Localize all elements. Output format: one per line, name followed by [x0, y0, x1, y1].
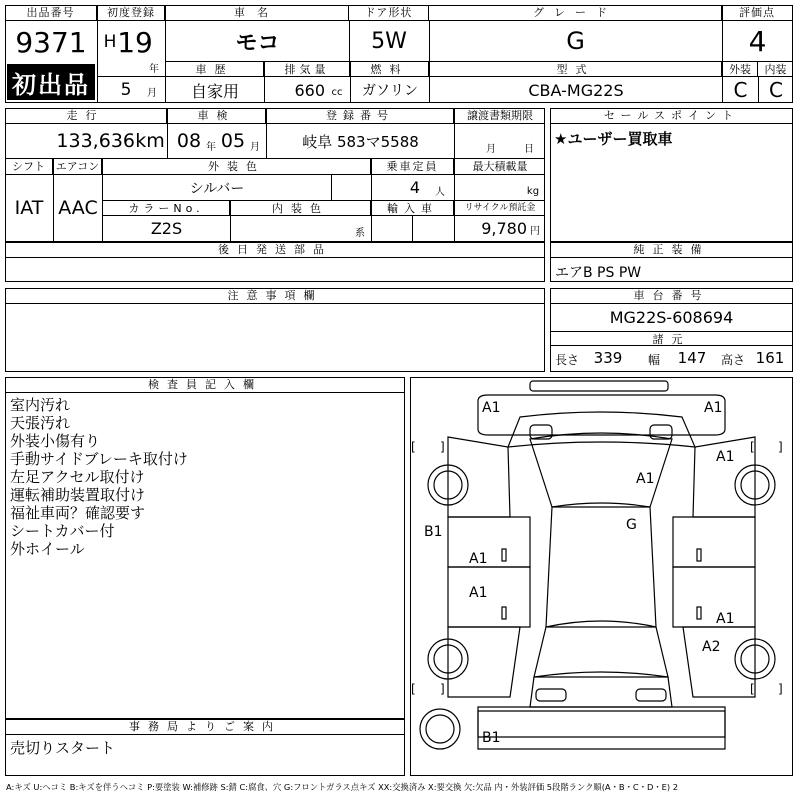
ext-color-subdivider: [331, 175, 332, 200]
grade-header: グレード: [429, 5, 722, 21]
registration-month-unit: 月: [147, 87, 157, 99]
model-header: 型式: [430, 62, 722, 77]
mark-front-right: A1: [704, 400, 723, 416]
inspection-header: 車検: [168, 108, 266, 124]
mark-left-front-door: A1: [469, 551, 488, 567]
first-listing-badge: 初出品: [7, 64, 95, 100]
registration-year-unit: 年: [149, 63, 159, 75]
note-line: シートカバー付: [10, 522, 115, 540]
genuine-header: 純正装備: [550, 242, 793, 258]
chassis-value: MG22S-608694: [609, 307, 734, 327]
ext-color-header: 外装色: [103, 159, 371, 175]
bracket-left-bottom-close: ]: [440, 682, 445, 696]
registration-month: 5: [120, 80, 132, 100]
grade-value: G: [566, 27, 585, 55]
door-value: 5W: [371, 28, 407, 54]
note-line: 外装小傷有り: [10, 432, 101, 450]
plate-value: 岐阜 583マ5588: [302, 132, 419, 151]
bracket-left-bottom: [: [411, 682, 416, 696]
capacity-value: 4: [409, 178, 421, 197]
model-value: CBA-MG22S: [528, 80, 624, 100]
mark-left-front-door-side: B1: [424, 524, 443, 540]
genuine-value: エアB PS PW: [555, 265, 642, 281]
registration-header: 初度登録: [98, 5, 165, 21]
mark-right-front-fender: A1: [716, 449, 735, 465]
lot-number: 9371: [15, 25, 87, 59]
transfer-day-unit: 日: [524, 143, 534, 155]
car-name: モコ: [235, 30, 280, 56]
lot-number-header: 出品番号: [5, 5, 97, 21]
note-line: 室内汚れ: [10, 396, 71, 414]
bracket-right-top: [: [750, 440, 755, 454]
mark-right-rear: A1: [716, 611, 735, 627]
inspection-month: 05: [220, 130, 246, 152]
int-color-header: 内装色: [231, 201, 371, 216]
inspection-year: 08: [176, 130, 202, 152]
capacity-unit: 人: [435, 186, 445, 198]
shift-value: IAT: [14, 197, 44, 219]
note-line: 外ホイール: [10, 540, 85, 558]
aircon-value: AAC: [58, 197, 98, 219]
sales-point-header: セールスポイント: [550, 108, 793, 124]
ext-grade-header: 外装: [723, 62, 758, 77]
color-no-value: Z2S: [150, 219, 183, 238]
legend-text: A:キズ U:ヘコミ B:キズを伴うヘコミ P:要塗装 W:補修跡 S:錆 C:腐食、穴 G:フロントガラス点キズ XX:交換済み X:要交換 欠:欠品 内・外装評価 5段階ランク順(A・B・C・D・E) 2: [6, 782, 679, 792]
import-subdivider: [412, 216, 413, 242]
history-header: 車歴: [166, 62, 264, 77]
import-header: 輸入車: [372, 201, 454, 216]
mark-roof: A1: [636, 471, 655, 487]
registration-era: H: [103, 32, 117, 52]
dims-header: 諸元: [550, 331, 793, 346]
height-label: 高さ: [720, 352, 745, 367]
later-parts-header: 後日発送部品: [5, 242, 545, 258]
chassis-header: 車台番号: [550, 288, 793, 304]
recycle-header: リサイクル預託金: [455, 201, 545, 216]
capacity-header: 乗車定員: [372, 159, 454, 175]
inspector-notes-list: [10, 396, 400, 558]
inspection-month-unit: 月: [250, 141, 260, 153]
transfer-deadline-header: 譲渡書類期限: [455, 108, 545, 124]
door-header: ドア形状: [349, 5, 429, 21]
bracket-right-bottom: [: [750, 682, 755, 696]
car-name-header: 車名: [166, 5, 349, 21]
mileage-value: 133,636: [56, 130, 135, 152]
note-line: 手動サイドブレーキ取付け: [10, 450, 188, 468]
grade-divider: [429, 21, 430, 61]
length-value: 339: [593, 349, 623, 367]
recycle-value: 9,780: [481, 219, 527, 238]
fuel-value: ガソリン: [362, 83, 418, 99]
score-header: 評価点: [722, 5, 793, 21]
inspection-year-unit: 年: [206, 141, 216, 153]
ext-color-value: シルバー: [189, 180, 245, 197]
bracket-left-top-close: ]: [440, 440, 445, 454]
displacement-unit: cc: [331, 86, 343, 98]
mark-front-left: A1: [482, 400, 501, 416]
mileage-header: 走行: [5, 108, 167, 124]
width-label: 幅: [647, 352, 660, 367]
recycle-unit: 円: [530, 225, 540, 237]
inspector-notes-header: 検査員記入欄: [5, 377, 405, 393]
mark-left-rear-door: A1: [469, 585, 488, 601]
note-line: 天張汚れ: [10, 414, 71, 432]
max-load-header: 最大積載量: [455, 159, 545, 175]
registration-mid-line: [98, 76, 165, 77]
bracket-left-top: [: [411, 440, 416, 454]
car-diagram: [410, 377, 793, 776]
bracket-right-top-close: ]: [778, 440, 783, 454]
mark-glass: G: [626, 517, 637, 533]
office-notice-header: 事務局よりご案内: [5, 719, 405, 735]
plate-header: 登録番号: [267, 108, 454, 124]
int-color-unit: 系: [355, 227, 365, 239]
bracket-right-bottom-close: ]: [778, 682, 783, 696]
shift-header: シフト: [5, 159, 53, 175]
registration-year: 19: [117, 25, 153, 59]
width-value: 147: [677, 349, 707, 367]
displacement-value: 660: [294, 80, 325, 100]
displacement-header: 排気量: [265, 62, 350, 77]
transfer-month-unit: 月: [486, 143, 496, 155]
door-divider: [349, 21, 350, 61]
score-value: 4: [748, 24, 767, 58]
mark-rear: B1: [482, 730, 501, 746]
caution-header: 注意事項欄: [5, 288, 545, 304]
history-value: 自家用: [190, 81, 239, 101]
mark-right-rear-quarter: A2: [702, 639, 721, 655]
length-label: 長さ: [554, 352, 579, 367]
color-no-header: カラーNo.: [103, 201, 230, 216]
office-notice-value: 売切りスタート: [10, 739, 116, 757]
mileage-unit: km: [135, 130, 165, 152]
note-line: 運転補助装置取付け: [10, 486, 146, 504]
fuel-header: 燃料: [351, 62, 429, 77]
int-grade-value: C: [769, 78, 783, 102]
height-value: 161: [755, 349, 785, 367]
max-load-unit: kg: [526, 185, 540, 197]
note-line: 左足アクセル取付け: [10, 468, 145, 486]
aircon-header: エアコン: [54, 159, 102, 175]
int-grade-header: 内装: [758, 62, 793, 77]
note-line: 福祉車両？確認要す: [10, 504, 146, 522]
ext-grade-value: C: [733, 78, 748, 102]
sales-point-text: ★ユーザー買取車: [554, 130, 673, 148]
